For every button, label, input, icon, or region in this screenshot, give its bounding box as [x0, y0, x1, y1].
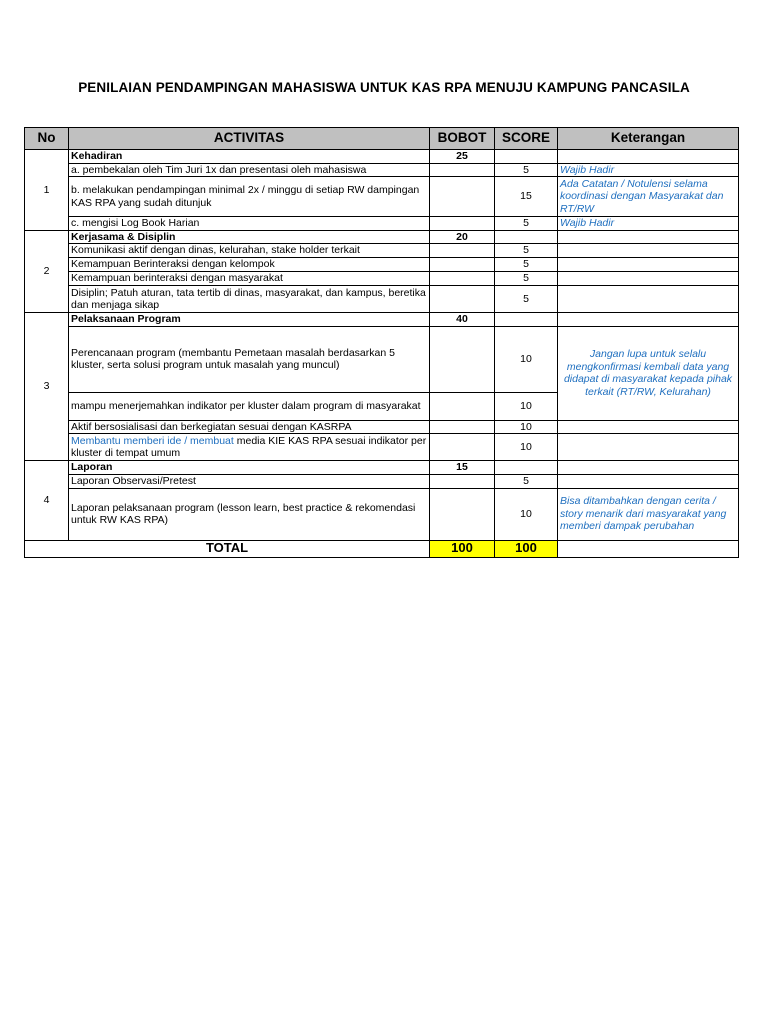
score-cell: 10 — [495, 392, 558, 420]
note-cell — [558, 230, 739, 244]
group-heading: Kehadiran — [69, 150, 430, 164]
note-cell — [558, 258, 739, 272]
note-cell: Bisa ditambahkan dengan cerita / story menarik dari masyarakat yang memberi dampak perubahan — [558, 488, 739, 540]
activity-cell: Laporan pelaksanaan program (lesson learn, best practice & rekomendasi untuk RW KAS RPA) — [69, 488, 430, 540]
activity-text: media KIE KAS RPA sesuai indikator per kluster di tempat umum — [71, 434, 427, 459]
score-cell: 5 — [495, 272, 558, 286]
group-heading: Pelaksanaan Program — [69, 313, 430, 327]
bobot-cell — [430, 163, 495, 177]
note-cell — [558, 286, 739, 313]
note-cell — [558, 474, 739, 488]
bobot-cell — [430, 420, 495, 434]
group-bobot: 25 — [430, 150, 495, 164]
note-cell: Wajib Hadir — [558, 217, 739, 231]
group-bobot: 40 — [430, 313, 495, 327]
table-row — [25, 326, 739, 392]
score-cell: 10 — [495, 488, 558, 540]
header-score: SCORE — [495, 128, 558, 150]
table-row — [25, 286, 739, 313]
note-cell — [558, 434, 739, 461]
score-cell — [495, 150, 558, 164]
bobot-cell — [430, 392, 495, 420]
table-row — [25, 474, 739, 488]
group-bobot: 20 — [430, 230, 495, 244]
assessment-table — [24, 127, 739, 558]
bobot-cell — [430, 217, 495, 231]
group-number: 1 — [25, 150, 69, 231]
score-cell — [495, 230, 558, 244]
table-row — [25, 488, 739, 540]
score-cell: 5 — [495, 474, 558, 488]
header-no: No — [25, 128, 69, 150]
total-score: 100 — [495, 540, 558, 557]
score-cell: 5 — [495, 286, 558, 313]
score-cell — [495, 461, 558, 475]
document-title: PENILAIAN PENDAMPINGAN MAHASISWA UNTUK KAS RPA MENUJU KAMPUNG PANCASILA — [78, 80, 690, 95]
group-heading: Kerjasama & Disiplin — [69, 230, 430, 244]
note-cell — [558, 244, 739, 258]
group-bobot: 15 — [430, 461, 495, 475]
score-cell: 15 — [495, 177, 558, 217]
table-row — [25, 434, 739, 461]
table-row — [25, 258, 739, 272]
table-row — [25, 461, 739, 475]
header-activitas: ACTIVITAS — [69, 128, 430, 150]
note-cell — [558, 461, 739, 475]
bobot-cell — [430, 326, 495, 392]
total-row — [25, 540, 739, 557]
table-row — [25, 177, 739, 217]
note-cell — [558, 150, 739, 164]
table-row — [25, 420, 739, 434]
total-note-cell — [558, 540, 739, 557]
note-cell — [558, 313, 739, 327]
table-row — [25, 163, 739, 177]
note-cell: Ada Catatan / Notulensi selama koordinasi dengan Masyarakat dan RT/RW — [558, 177, 739, 217]
group-number: 4 — [25, 461, 69, 541]
bobot-cell — [430, 177, 495, 217]
activity-cell: Kemampuan Berinteraksi dengan kelompok — [69, 258, 430, 272]
note-cell: Jangan lupa untuk selalu mengkonfirmasi kembali data yang didapat di masyarakat kepada pihak terkait (RT/RW, Kelurahan) — [558, 326, 739, 420]
bobot-cell — [430, 434, 495, 461]
bobot-cell — [430, 258, 495, 272]
note-cell: Wajib Hadir — [558, 163, 739, 177]
score-cell: 5 — [495, 258, 558, 272]
header-keterangan: Keterangan — [558, 128, 739, 150]
table-row — [25, 313, 739, 327]
activity-cell: Komunikasi aktif dengan dinas, kelurahan, stake holder terkait — [69, 244, 430, 258]
bobot-cell — [430, 474, 495, 488]
table-row — [25, 272, 739, 286]
score-cell: 5 — [495, 244, 558, 258]
table-header-row — [25, 128, 739, 150]
header-bobot: BOBOT — [430, 128, 495, 150]
score-cell: 10 — [495, 434, 558, 461]
activity-cell: b. melakukan pendampingan minimal 2x / minggu di setiap RW dampingan KAS RPA yang sudah ditunjuk — [69, 177, 430, 217]
activity-cell: mampu menerjemahkan indikator per kluster dalam program di masyarakat — [69, 392, 430, 420]
activity-highlight: Membantu memberi ide / membuat — [71, 434, 234, 447]
score-cell: 5 — [495, 217, 558, 231]
score-cell: 5 — [495, 163, 558, 177]
total-label: TOTAL — [25, 540, 430, 557]
bobot-cell — [430, 272, 495, 286]
activity-cell: c. mengisi Log Book Harian — [69, 217, 430, 231]
table-row — [25, 244, 739, 258]
score-cell: 10 — [495, 326, 558, 392]
table-row — [25, 150, 739, 164]
activity-cell: Disiplin; Patuh aturan, tata tertib di dinas, masyarakat, dan kampus, beretika dan menjaga sikap — [69, 286, 430, 313]
activity-cell: Aktif bersosialisasi dan berkegiatan sesuai dengan KASRPA — [69, 420, 430, 434]
note-cell — [558, 420, 739, 434]
activity-cell — [69, 434, 430, 461]
table-row — [25, 230, 739, 244]
activity-cell: Perencanaan program (membantu Pemetaan masalah berdasarkan 5 kluster, serta solusi program untuk masalah yang muncul) — [69, 326, 430, 392]
group-number: 3 — [25, 313, 69, 461]
note-cell — [558, 272, 739, 286]
total-bobot: 100 — [430, 540, 495, 557]
activity-cell: Laporan Observasi/Pretest — [69, 474, 430, 488]
score-cell: 10 — [495, 420, 558, 434]
activity-cell: Kemampuan berinteraksi dengan masyarakat — [69, 272, 430, 286]
bobot-cell — [430, 286, 495, 313]
bobot-cell — [430, 244, 495, 258]
group-heading: Laporan — [69, 461, 430, 475]
group-number: 2 — [25, 230, 69, 313]
activity-cell: a. pembekalan oleh Tim Juri 1x dan presentasi oleh mahasiswa — [69, 163, 430, 177]
bobot-cell — [430, 488, 495, 540]
score-cell — [495, 313, 558, 327]
table-row — [25, 217, 739, 231]
